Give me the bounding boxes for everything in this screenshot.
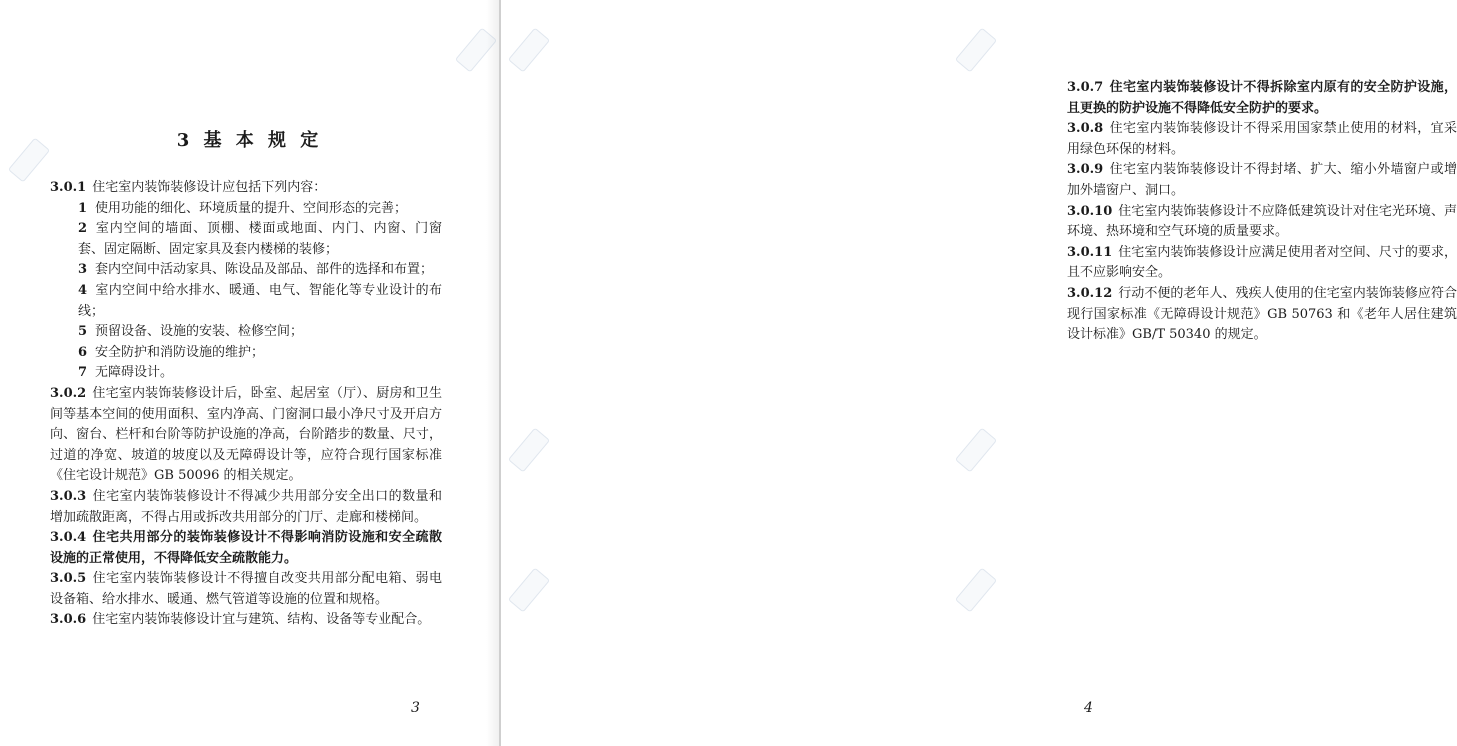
clause-text: 住宅室内装饰装修设计不得拆除室内原有的安全防护设施，且更换的防护设施不得降低安全防护的要求。 [1067, 80, 1457, 116]
list-item [50, 343, 442, 364]
clause-text: 住宅室内装饰装修设计不得擅自改变共用部分配电箱、弱电设备箱、给水排水、暖通、燃气管道等设施的位置和规格。 [50, 571, 442, 607]
list-item [50, 363, 442, 384]
clause-text: 住宅室内装饰装修设计不得减少共用部分安全出口的数量和增加疏散距离，不得占用或拆改共用部分的门厅、走廊和楼梯间。 [50, 488, 442, 525]
clause-number: 3.0.2 [50, 385, 87, 401]
item-text: 安全防护和消防设施的维护； [95, 344, 265, 360]
clause-number: 3.0.1 [50, 180, 87, 195]
item-number: 5 [78, 324, 88, 340]
clause-number: 3.0.3 [50, 488, 87, 504]
clause-text: 住宅室内装饰装修设计不得采用国家禁止使用的材料，宜采用绿色环保的材料。 [1067, 121, 1457, 157]
item-number: 6 [78, 344, 88, 360]
item-number: 3 [78, 262, 88, 278]
right-page-text [1067, 78, 1457, 346]
list-item [50, 322, 442, 343]
right-page [501, 0, 1457, 746]
left-page-text [50, 178, 442, 631]
item-number: 4 [78, 282, 88, 298]
clause-3-0-5 [50, 569, 442, 610]
item-text: 室内空间的墙面、顶棚、楼面或地面、内门、内窗、门窗套、固定隔断、固定家具及套内楼梯的装修； [78, 221, 442, 257]
chapter-title: 3 基 本 规 定 [176, 130, 323, 151]
clause-3-0-2 [50, 384, 442, 487]
item-text: 使用功能的细化、环境质量的提升、空间形态的完善； [95, 200, 408, 216]
item-text: 套内空间中活动家具、陈设品及部品、部件的选择和布置； [95, 262, 434, 278]
clause-text: 住宅室内装饰装修设计不应降低建筑设计对住宅光环境、声环境、热环境和空气环境的质量要求。 [1067, 203, 1457, 240]
clause-number: 3.0.11 [1067, 244, 1113, 260]
clause-text: 住宅室内装饰装修设计应包括下列内容： [92, 180, 327, 195]
clause-3-0-8 [1067, 119, 1457, 160]
clause-number: 3.0.5 [50, 571, 87, 587]
list-item [50, 281, 442, 322]
clause-text: 行动不便的老年人、残疾人使用的住宅室内装饰装修应符合现行国家标准《无障碍设计规范》GB 50763 和《老年人居住建筑设计标准》GB/T 50340 的规定。 [1067, 285, 1457, 343]
clause-text: 住宅室内装饰装修设计不得封堵、扩大、缩小外墙窗户或增加外墙窗户、洞口。 [1067, 162, 1457, 198]
clause-text: 住宅室内装饰装修设计应满足使用者对空间、尺寸的要求，且不应影响安全。 [1067, 244, 1457, 281]
clause-number: 3.0.6 [50, 612, 87, 628]
page-number: 4 [1084, 700, 1093, 716]
item-text: 无障碍设计。 [95, 365, 174, 381]
clause-3-0-12 [1067, 284, 1457, 346]
clause-number: 3.0.7 [1067, 80, 1104, 95]
clause-text: 住宅共用部分的装饰装修设计不得影响消防设施和安全疏散设施的正常使用，不得降低安全疏散能力。 [50, 530, 442, 566]
list-item [50, 219, 442, 260]
clause-3-0-7 [1067, 78, 1457, 119]
clause-text: 住宅室内装饰装修设计后，卧室、起居室（厅）、厨房和卫生间等基本空间的使用面积、室内净高、门窗洞口最小净尺寸及开启方向、窗台、栏杆和台阶等防护设施的净高，台阶踏步的数量、尺寸，过道的净宽、坡道的坡度以及无障碍设计等，应符合现行国家标准《住宅设计规范》GB 50096 的相关规定。 [50, 385, 442, 484]
clause-3-0-4 [50, 528, 442, 569]
clause-3-0-11 [1067, 243, 1457, 284]
clause-number: 3.0.12 [1067, 285, 1113, 301]
clause-text: 住宅室内装饰装修设计宜与建筑、结构、设备等专业配合。 [92, 612, 431, 628]
list-item [50, 260, 442, 281]
gutter-shadow [486, 0, 499, 746]
item-text: 预留设备、设施的安装、检修空间； [95, 324, 304, 340]
item-number: 1 [78, 200, 88, 216]
clause-3-0-9 [1067, 160, 1457, 201]
clause-3-0-3 [50, 487, 442, 528]
clause-number: 3.0.9 [1067, 162, 1104, 178]
left-page [0, 0, 499, 746]
clause-3-0-10 [1067, 202, 1457, 243]
clause-number: 3.0.10 [1067, 203, 1113, 219]
clause-3-0-6 [50, 610, 442, 631]
item-number: 2 [78, 221, 88, 237]
item-number: 7 [78, 365, 88, 381]
clause-number: 3.0.4 [50, 530, 87, 546]
clause-3-0-1 [50, 178, 442, 199]
clause-number: 3.0.8 [1067, 121, 1104, 137]
list-item [50, 199, 442, 220]
item-text: 室内空间中给水排水、暖通、电气、智能化等专业设计的布线； [78, 282, 442, 319]
page-number: 3 [411, 700, 420, 716]
